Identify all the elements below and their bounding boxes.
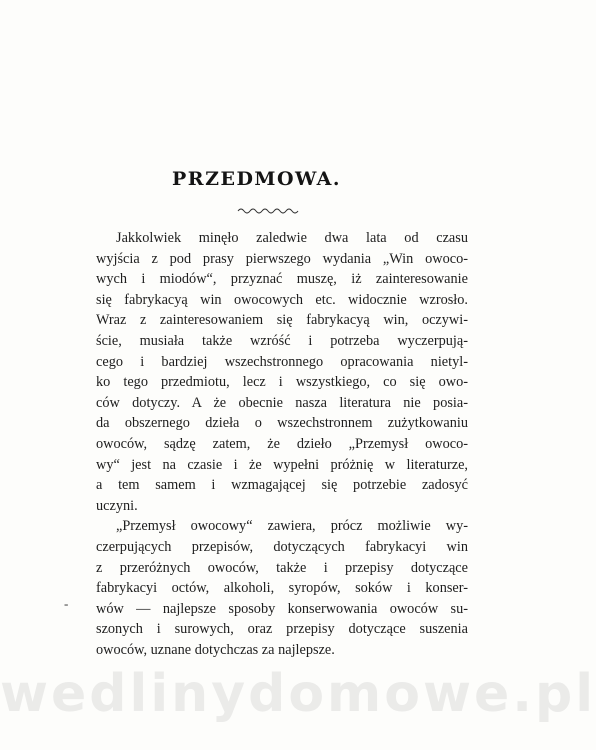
text-line: owoców, sądzę zatem, że dzieło „Przemysł owoco- [96, 435, 468, 452]
text-line: wy“ jest na czasie i że wypełni próżnię w literaturze, [96, 456, 468, 473]
decorative-wavy-rule [237, 206, 299, 214]
text-line: owoców, uznane dotychczas za najlepsze. [96, 641, 335, 658]
text-line: szonych i surowych, oraz przepisy dotyczące suszenia [96, 621, 468, 638]
text-line: z przeróżnych owoców, także i przepisy dotyczące [96, 559, 468, 576]
text-line: ście, musiała także wzróść i potrzeba wyczerpują- [96, 332, 468, 349]
text-line: cego i bardziej wszechstronnego opracowania nietyl- [96, 353, 468, 370]
text-line: ko tego przedmiotu, lecz i wszystkiego, co się owo- [96, 374, 468, 391]
text-line: wyjścia z pod prasy pierwszego wydania „Win owoco- [96, 250, 468, 267]
text-line: się fabrykacyą win owocowych etc. widocznie wzrosło. [96, 291, 468, 308]
text-line: wów — najlepsze sposoby konserwowania owoców su- [96, 600, 468, 617]
text-line: czerpujących przepisów, dotyczących fabrykacyi win [96, 538, 468, 555]
text-line: „Przemysł owocowy“ zawiera, prócz możliwie wy- [116, 518, 468, 535]
text-line: Wraz z zainteresowaniem się fabrykacyą win, oczywi- [96, 312, 468, 329]
text-line: da obszernego dzieła o wszechstronnem zużytkowaniu [96, 415, 468, 432]
preface-text [96, 228, 468, 660]
text-line: a tem samem i wzmagającej się potrzebie zadosyć [96, 477, 468, 494]
text-line: fabrykacyi octów, alkoholi, syropów, soków i konser- [96, 580, 468, 597]
watermark: wedlinydomowe.pl [0, 664, 596, 724]
text-line: Jakkolwiek minęło zaledwie dwa lata od czasu [116, 230, 468, 246]
margin-mark: - [64, 596, 69, 611]
text-line: ców dotyczy. A że obecnie nasza literatura nie posia- [96, 394, 468, 411]
text-line: uczyni. [96, 497, 138, 514]
text-line: wych i miodów“, przyznać muszę, iż zainteresowanie [96, 271, 468, 288]
chapter-title: PRZEDMOWA. [172, 168, 341, 190]
